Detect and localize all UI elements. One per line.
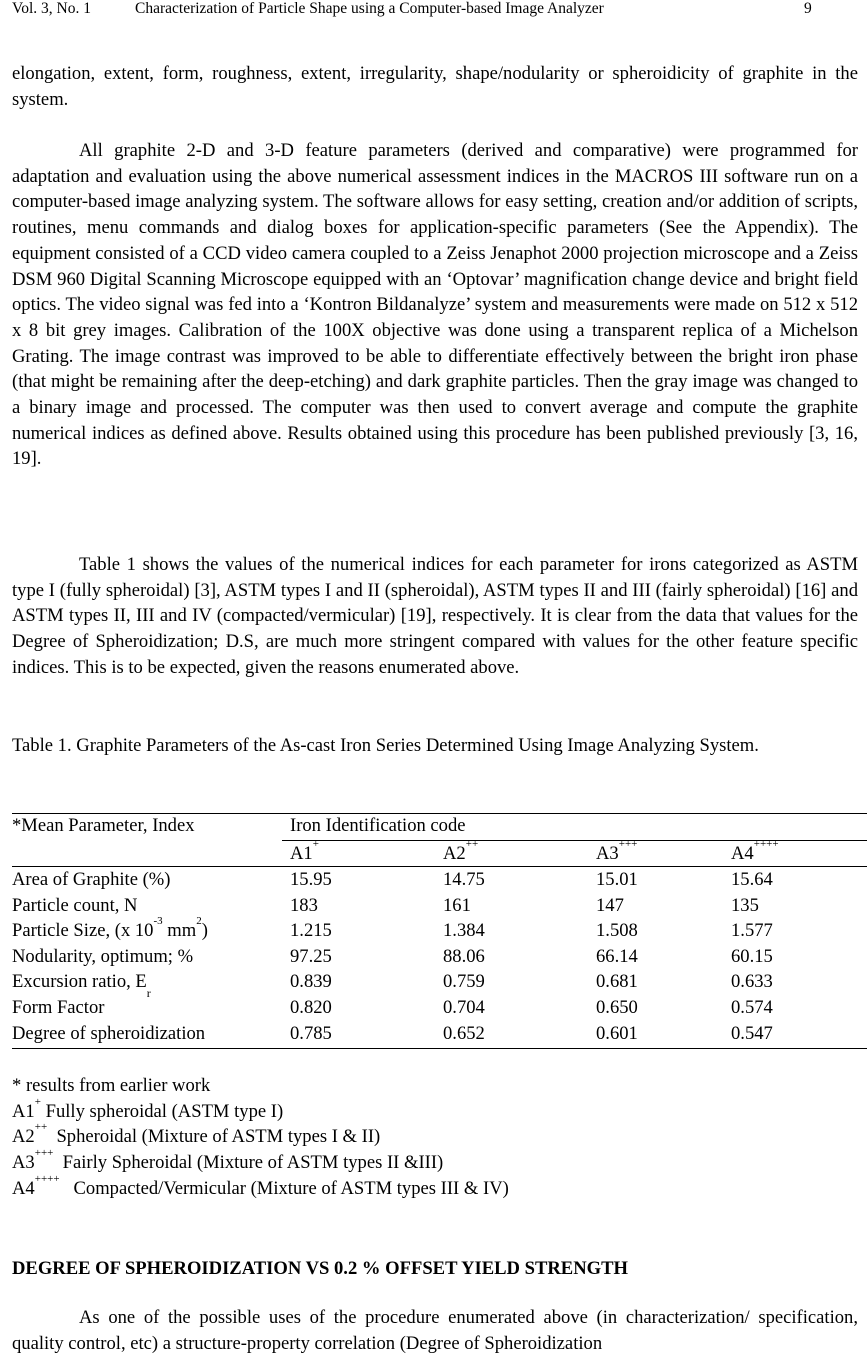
table-cell: 66.14 (596, 945, 638, 967)
volume-label: Vol. 3, No. 1 (12, 0, 91, 17)
section-heading: DEGREE OF SPHEROIDIZATION VS 0.2 % OFFSET YIELD STRENGTH (12, 1258, 628, 1279)
row-label: Area of Graphite (%) (12, 869, 171, 890)
table-cell: 161 (443, 894, 471, 916)
table-cell: 1.508 (596, 920, 638, 942)
table-cell: 0.820 (290, 997, 332, 1018)
table-cell: 1.215 (290, 920, 332, 942)
note-a1: A1+ Fully spheroidal (ASTM type I) (12, 1095, 284, 1122)
note-a2: A2++ Spheroidal (Mixture of ASTM types I & II) (12, 1121, 381, 1148)
row-label: Excursion ratio, $E_r$ (12, 971, 151, 1001)
table-cell: 97.25 (290, 945, 332, 967)
table-cell: 0.681 (596, 971, 638, 993)
running-title: Characterization of Particle Shape using a Computer-based Image Analyzer (135, 0, 604, 17)
table-bottom-rule (12, 1048, 867, 1049)
column-header-parameter: *Mean Parameter, Index (12, 815, 195, 836)
table-cell: 0.785 (290, 1022, 332, 1044)
row-label: Nodularity, optimum; % (12, 945, 194, 967)
code-header-a3: A3+++ (596, 838, 638, 864)
table-cell: 135 (731, 894, 759, 916)
code-header-a1: A1+ (290, 838, 319, 864)
table-notes (12, 1073, 509, 1202)
table-cell: 0.704 (443, 997, 485, 1018)
table-cell: 183 (290, 894, 318, 916)
paragraph: Table 1 shows the values of the numerical indices for each parameter for irons categorized as ASTM type I (fully spheroidal) [3], ASTM types I and II (spheroidal), ASTM types II and III (fairly spheroidal) [16] and ASTM types II, III and IV (compacted/vermicular) [19], respectively. It is clear from the data that values for the Degree of Spheroidization; D.S, are much more stringent compared with values for the other feature specific indices. This is to be expected, given the reasons enumerated above. (12, 554, 858, 678)
row-label: Degree of spheroidization (12, 1022, 206, 1044)
table-cell: 0.759 (443, 971, 485, 993)
column-group-header: Iron Identification code (290, 815, 466, 836)
paragraph: As one of the possible uses of the procedure enumerated above (in characterization/ specification, quality control, etc) a structure-property correlation (Degree of Spheroidization (12, 1307, 858, 1354)
table-caption: Table 1. Graphite Parameters of the As-cast Iron Series Determined Using Image Analyzing System. (12, 735, 759, 756)
table-cell: 14.75 (443, 869, 485, 890)
note-a4: A4++++ Compacted/Vermicular (Mixture of ASTM types III & IV) (12, 1172, 509, 1199)
table-cell: 0.574 (731, 997, 773, 1018)
row-label: Particle Size, (x $10^{-3}$ $mm^2$) (12, 915, 208, 942)
table-cell: 15.64 (731, 869, 773, 890)
table-cell: 60.15 (731, 945, 773, 967)
table-cell: 88.06 (443, 945, 485, 967)
paragraph: elongation, extent, form, roughness, extent, irregularity, shape/nodularity or spheroidicity of graphite in the system. (12, 63, 858, 110)
row-label: Particle count, N (12, 894, 138, 916)
table-cell: 0.652 (443, 1022, 485, 1044)
table-cell: 0.650 (596, 997, 638, 1018)
table-cell: 0.547 (731, 1022, 773, 1044)
code-header-a4: A4++++ (731, 838, 779, 864)
note-a3: A3+++ Fairly Spheroidal (Mixture of ASTM types II &III) (12, 1147, 444, 1174)
note-earlier-work: * results from earlier work (12, 1075, 211, 1096)
page-number: 9 (804, 0, 812, 17)
code-header-a2: A2++ (443, 838, 479, 864)
row-label: Form Factor (12, 997, 105, 1018)
running-header (12, 0, 858, 22)
table-cell: 0.601 (596, 1022, 638, 1044)
table-cell: 15.95 (290, 869, 332, 890)
table-cell: 15.01 (596, 869, 638, 890)
table-cell: 0.633 (731, 971, 773, 993)
table-cell: 147 (596, 894, 624, 916)
table-cell: 1.577 (731, 920, 773, 942)
table-mid-rule (282, 840, 867, 841)
table-cell: 0.839 (290, 971, 332, 993)
paragraph: All graphite 2-D and 3-D feature parameters (derived and comparative) were programmed for adaptation and evaluation using the above numerical assessment indices in the MACROS III software run on a computer-based image analyzing system. The software allows for easy setting, creation and/or addition of scripts, routines, menu commands and dialog boxes for application-specific parameters (See the Appendix). The equipment consisted of a CCD video camera coupled to a Zeiss Jenaphot 2000 projection microscope and a Zeiss DSM 960 Digital Scanning Microscope equipped with an ‘Optovar’ magnification change device and bright field optics. The video signal was fed into a ‘Kontron Bildanalyze’ system and measurements were made on 512 x 512 x 8 bit grey images. Calibration of the 100X objective was done using a transparent replica of a Michelson Grating. The image contrast was improved to be able to differentiate effectively between the bright iron phase (that might be remaining after the deep-etching) and dark graphite particles. Then the gray image was changed to a binary image and processed. The computer was then used to convert average and compute the graphite numerical indices as defined above. Results obtained using this procedure has been published previously [3, 16, 19]. (12, 140, 858, 470)
table-cell: 1.384 (443, 920, 485, 942)
